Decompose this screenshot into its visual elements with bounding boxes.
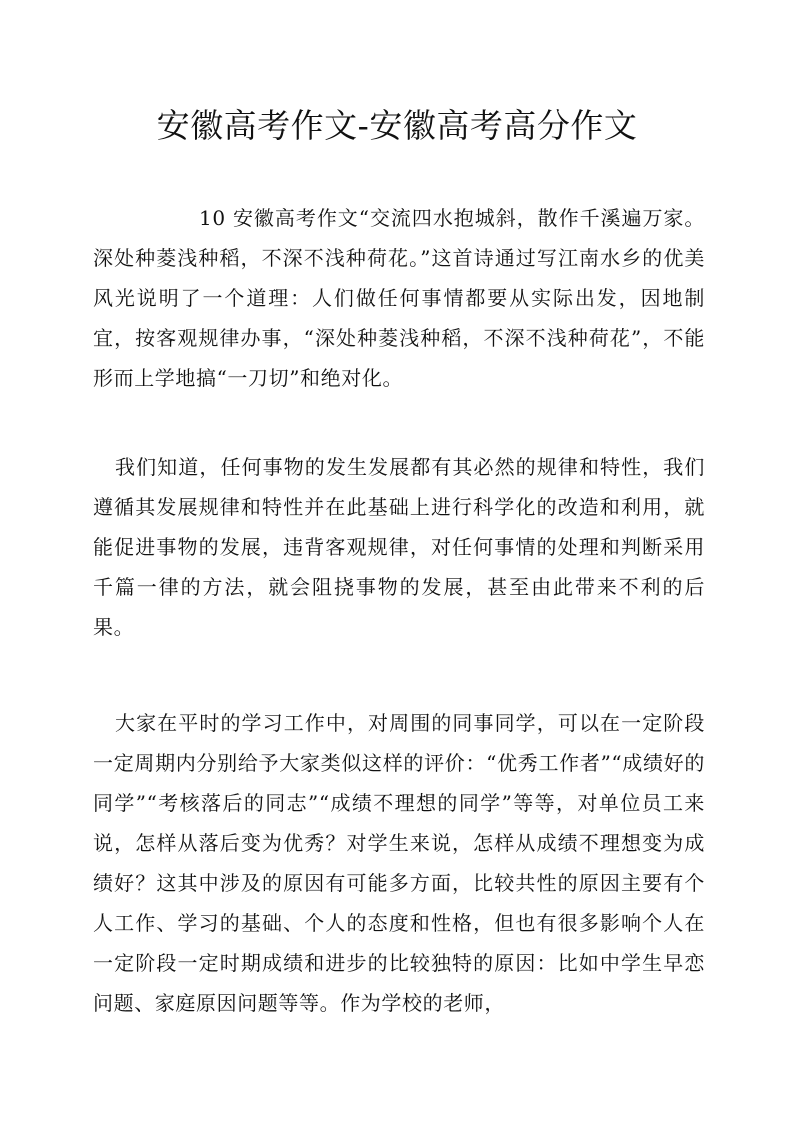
paragraph-2: 我们知道，任何事物的发生发展都有其必然的规律和特性，我们遵循其发展规律和特性并在此基础上进行科学化的改造和利用，就能促进事物的发展，违背客观规律，对任何事情的处理和判断采用千篇一律的方法，就会阻挠事物的发展，甚至由此带来不利的后果。 (93, 455, 705, 639)
paragraph-1: 10 安徽高考作文“交流四水抱城斜，散作千溪遍万家。深处种菱浅种稻，不深不浅种荷花。”这首诗通过写江南水乡的优美风光说明了一个道理：人们做任何事情都要从实际出发，因地制宜，按客观规律办事，“深处种菱浅种稻，不深不浅种荷花”，不能形而上学地搞“一刀切”和绝对化。 (93, 206, 705, 390)
paragraph-3: 大家在平时的学习工作中，对周围的同事同学，可以在一定阶段一定周期内分别给予大家类似这样的评价：“优秀工作者”“成绩好的同学”“考核落后的同志”“成绩不理想的同学”等等，对单位员工来说，怎样从落后变为优秀？对学生来说，怎样从成绩不理想变为成绩好？这其中涉及的原因有可能多方面，比较共性的原因主要有个人工作、学习的基础、个人的态度和性格，但也有很多影响个人在一定阶段一定时期成绩和进步的比较独特的原因：比如中学生早恋问题、家庭原因问题等等。作为学校的老师， (93, 711, 705, 1015)
document-title: 安徽高考作文-安徽高考高分作文 (156, 106, 638, 145)
